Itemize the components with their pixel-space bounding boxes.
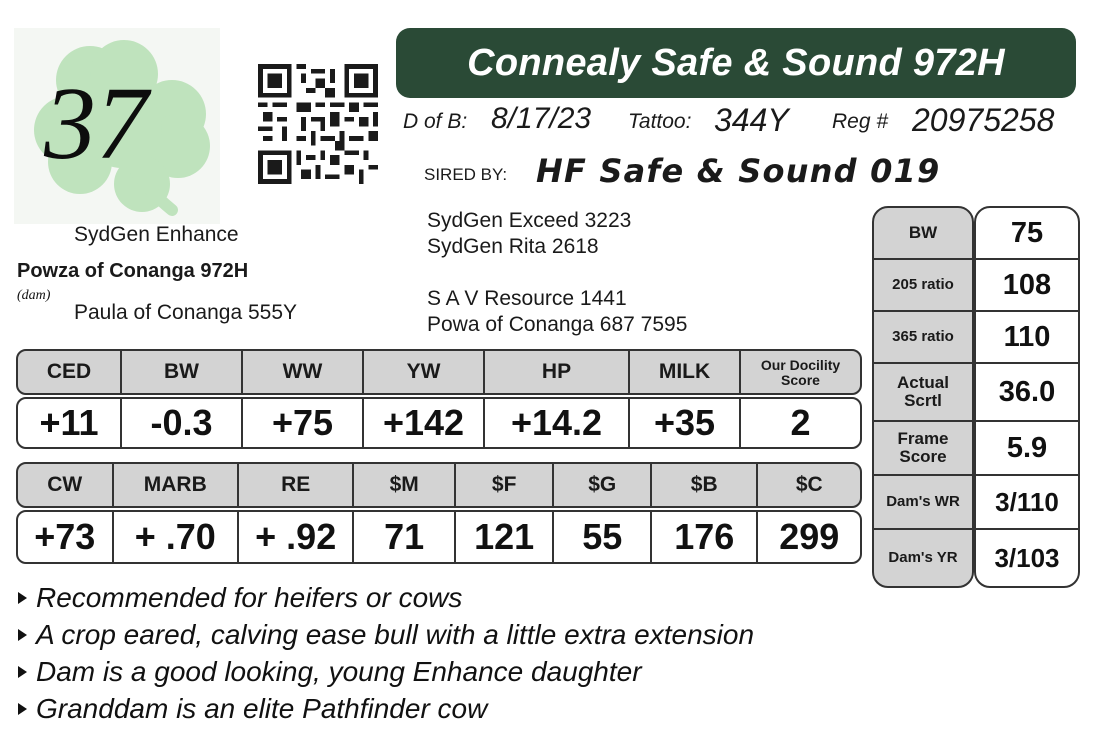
note-item <box>18 619 754 651</box>
epd-header-c: $C <box>795 473 823 496</box>
epd-header-docility: Our Docility Score <box>760 357 841 388</box>
stat-value-dams-wr: 3/110 <box>976 476 1078 530</box>
note-text: Recommended for heifers or cows <box>36 582 463 613</box>
dam-dam: Paula of Conanga 555Y <box>74 301 298 324</box>
epd-value-re: + .92 <box>239 512 354 562</box>
epd-header-ced: CED <box>18 351 122 393</box>
stat-value-205-ratio: 108 <box>976 260 1078 312</box>
stats-values-column <box>974 206 1080 588</box>
note-item <box>18 693 487 725</box>
stat-label-frame-score: Frame Score <box>874 422 972 476</box>
epd-value-row <box>16 397 862 449</box>
note-item <box>18 582 462 614</box>
note-text: Dam is a good looking, young Enhance daughter <box>36 656 642 687</box>
epd-value-bw: -0.3 <box>122 399 243 447</box>
epd-value-b: 176 <box>652 512 759 562</box>
dob-value: 8/17/23 <box>491 102 592 135</box>
sire-name: HF Safe & Sound 019 <box>536 152 941 190</box>
epd-header-hp: HP <box>485 351 630 393</box>
epd-header-g: $G <box>554 464 652 506</box>
lot-number: 37 <box>44 66 148 181</box>
epd-value-row <box>16 510 862 564</box>
note-text: Granddam is an elite Pathfinder cow <box>36 693 488 724</box>
note-item <box>18 656 642 688</box>
dob-label: D of B: <box>403 110 468 133</box>
stat-value-bw: 75 <box>976 208 1078 260</box>
reg-label: Reg # <box>832 110 889 133</box>
tattoo-label: Tattoo: <box>628 110 692 133</box>
epd-value-hp: +14.2 <box>485 399 630 447</box>
epd-value-f: 121 <box>456 512 555 562</box>
reg-value: 20975258 <box>912 102 1055 138</box>
stat-value-frame-score: 5.9 <box>976 422 1078 476</box>
qr-code-icon[interactable] <box>258 64 378 184</box>
stat-value-actual-scrtl: 36.0 <box>976 364 1078 422</box>
stat-label-dams-yr: Dam's YR <box>888 549 958 567</box>
epd-table-carcass <box>16 462 862 564</box>
stat-label-bw: BW <box>874 208 972 260</box>
sired-by-label: SIRED BY: <box>424 165 508 184</box>
epd-value-g: 55 <box>554 512 652 562</box>
epd-table-growth <box>16 349 862 449</box>
stats-labels-column <box>872 206 974 588</box>
note-text: A crop eared, calving ease bull with a little extra extension <box>36 619 755 650</box>
dam-name: Powza of Conanga 972H <box>17 260 249 282</box>
epd-header-row <box>16 349 862 395</box>
epd-header-f: $F <box>456 464 555 506</box>
epd-value-yw: +142 <box>364 399 485 447</box>
epd-value-m: 71 <box>354 512 456 562</box>
stat-label-actual-scrtl: Actual Scrtl <box>874 364 972 422</box>
bullet-triangle-icon <box>18 703 27 715</box>
epd-header-m: $M <box>354 464 456 506</box>
epd-header-marb: MARB <box>114 464 239 506</box>
dam-tag: (dam) <box>17 288 51 303</box>
epd-header-row <box>16 462 862 508</box>
epd-header-cw: CW <box>18 464 114 506</box>
epd-value-ww: +75 <box>243 399 364 447</box>
epd-value-c: 299 <box>779 516 840 557</box>
sire-dam-sire: S A V Resource 1441 <box>427 287 627 310</box>
epd-value-marb: + .70 <box>114 512 239 562</box>
bullet-triangle-icon <box>18 666 27 678</box>
stat-label-dams-wr: Dam's WR <box>874 476 972 530</box>
sire-sire: SydGen Exceed 3223 <box>427 209 632 232</box>
epd-header-yw: YW <box>364 351 485 393</box>
bullet-triangle-icon <box>18 629 27 641</box>
epd-value-docility: 2 <box>790 402 811 443</box>
epd-value-ced: +11 <box>18 399 122 447</box>
epd-header-re: RE <box>239 464 354 506</box>
animal-name-title: Connealy Safe & Sound 972H <box>396 28 1076 98</box>
epd-value-cw: +73 <box>18 512 114 562</box>
epd-header-b: $B <box>652 464 759 506</box>
dam-sire: SydGen Enhance <box>74 223 239 246</box>
epd-value-milk: +35 <box>630 399 741 447</box>
epd-header-bw: BW <box>122 351 243 393</box>
sire-dam: SydGen Rita 2618 <box>427 235 599 258</box>
epd-header-milk: MILK <box>630 351 741 393</box>
tattoo-value: 344Y <box>714 102 789 138</box>
stat-label-205-ratio: 205 ratio <box>874 260 972 312</box>
stat-value-dams-yr: 3/103 <box>994 542 1060 573</box>
sire-dam-dam: Powa of Conanga 687 7595 <box>427 313 688 336</box>
stat-value-365-ratio: 110 <box>976 312 1078 364</box>
epd-header-ww: WW <box>243 351 364 393</box>
bullet-triangle-icon <box>18 592 27 604</box>
stat-label-365-ratio: 365 ratio <box>874 312 972 364</box>
